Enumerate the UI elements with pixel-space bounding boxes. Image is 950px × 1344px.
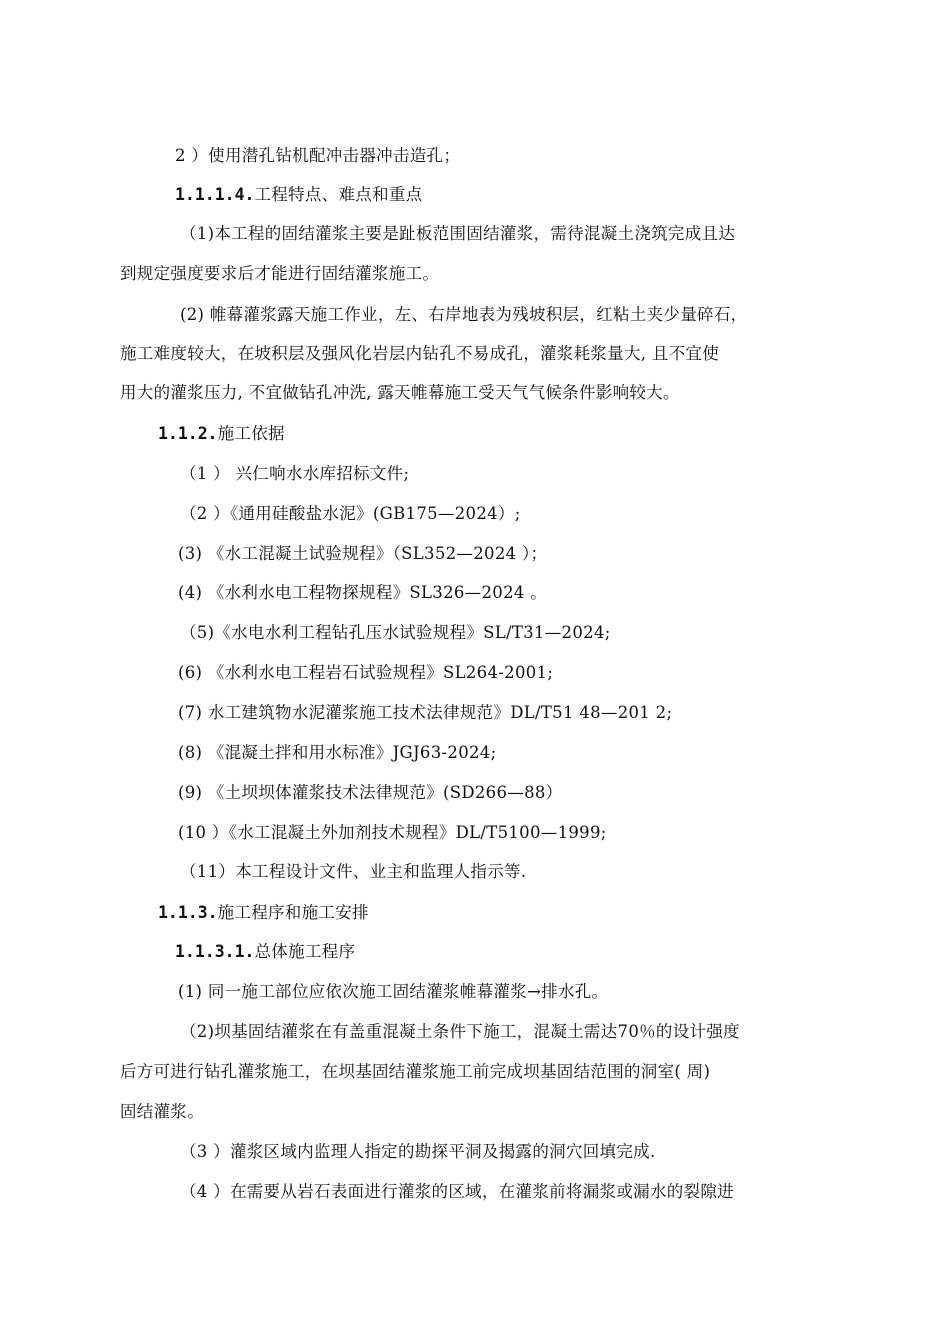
paragraph-line bbox=[120, 1062, 710, 1082]
line-text: 到规定强度要求后才能进行固结灌浆施工。 bbox=[120, 264, 440, 283]
reference-item bbox=[178, 823, 607, 843]
reference-item bbox=[178, 583, 547, 603]
paragraph-line bbox=[120, 1102, 204, 1122]
reference-item bbox=[178, 544, 547, 564]
paragraph-line bbox=[180, 1182, 734, 1202]
line-text: (6) 《水利水电工程岩石试验规程》SL264-2001; bbox=[178, 663, 554, 682]
paragraph-line bbox=[180, 305, 747, 325]
section-title: 施工程序和施工安排 bbox=[217, 903, 369, 922]
line-text: (3) 《水工混凝土试验规程》（SL352—2024 ）； bbox=[178, 544, 548, 563]
reference-item bbox=[180, 623, 611, 643]
line-text: （3 ）灌浆区域内监理人指定的勘探平洞及揭露的洞穴回填完成. bbox=[180, 1142, 656, 1161]
line-text: （11）本工程设计文件、业主和监理人指示等. bbox=[180, 862, 527, 881]
paragraph-line bbox=[175, 146, 460, 166]
section-heading bbox=[175, 942, 355, 962]
section-title: 施工依据 bbox=[217, 424, 285, 443]
line-text: （4 ）在需要从岩石表面进行灌浆的区域，在灌浆前将漏浆或漏水的裂隙进 bbox=[180, 1182, 734, 1201]
paragraph-line bbox=[120, 383, 680, 403]
line-text: （1)本工程的固结灌浆主要是趾板范围固结灌浆，需待混凝土浇筑完成且达 bbox=[180, 224, 736, 243]
section-title: 总体施工程序 bbox=[254, 942, 356, 961]
paragraph-line bbox=[178, 982, 608, 1002]
line-text: (1) 同一施工部位应依次施工固结灌浆帷幕灌浆→排水孔。 bbox=[178, 982, 609, 1001]
section-heading bbox=[158, 903, 369, 923]
section-heading bbox=[175, 185, 422, 205]
reference-item bbox=[180, 464, 409, 484]
section-title: 工程特点、难点和重点 bbox=[254, 185, 423, 204]
line-text: 固结灌浆。 bbox=[120, 1102, 204, 1121]
line-text: （2 ）《通用硅酸盐水泥》(GB175—2024）; bbox=[180, 504, 521, 523]
line-text: (9) 《土坝坝体灌浆技术法律规范》(SD266—88） bbox=[178, 783, 563, 802]
reference-item bbox=[178, 783, 562, 803]
paragraph-line bbox=[120, 344, 719, 364]
paragraph-line bbox=[120, 264, 439, 284]
reference-item bbox=[178, 743, 496, 763]
line-text: （1 ） 兴仁响水水库招标文件; bbox=[180, 464, 410, 483]
section-number: 1.1.3.1. bbox=[175, 942, 255, 961]
section-number: 1.1.3. bbox=[158, 903, 218, 922]
reference-item bbox=[178, 703, 672, 723]
reference-item bbox=[178, 663, 553, 683]
line-text: (8) 《混凝土拌和用水标准》JGJ63-2024; bbox=[178, 743, 497, 762]
line-text: 后方可进行钻孔灌浆施工，在坝基固结灌浆施工前完成坝基固结范围的洞室( 周) bbox=[120, 1062, 711, 1081]
paragraph-line bbox=[180, 224, 735, 244]
line-text: (2) 帷幕灌浆露天施工作业，左、右岸地表为残坡积层，红粘土夹少量碎石， bbox=[180, 305, 748, 324]
line-text: (7) 水工建筑物水泥灌浆施工技术法律规范》DL/T51 48—201 2; bbox=[178, 703, 673, 722]
reference-item bbox=[180, 504, 521, 524]
line-text: （5)《水电水利工程钻孔压水试验规程》SL/T31—2024; bbox=[180, 623, 611, 642]
line-text: （2)坝基固结灌浆在有盖重混凝土条件下施工，混凝土需达70％的设计强度 bbox=[180, 1022, 740, 1041]
paragraph-line bbox=[180, 1142, 656, 1162]
section-heading bbox=[158, 424, 285, 444]
line-text: (10 ）《水工混凝土外加剂技术规程》DL/T5100—1999; bbox=[178, 823, 607, 842]
section-number: 1.1.2. bbox=[158, 424, 218, 443]
section-number: 1.1.1.4. bbox=[175, 185, 255, 204]
reference-item bbox=[180, 862, 526, 882]
line-text: 用大的灌浆压力, 不宜做钻孔冲洗, 露天帷幕施工受天气气候条件影响较大。 bbox=[120, 383, 680, 402]
line-text: (4) 《水利水电工程物探规程》SL326—2024 。 bbox=[178, 583, 548, 602]
line-text: 施工难度较大，在坡积层及强风化岩层内钻孔不易成孔，灌浆耗浆量大, 且不宜使 bbox=[120, 344, 720, 363]
line-text: 2 ）使用潜孔钻机配冲击器冲击造孔； bbox=[175, 146, 461, 165]
paragraph-line bbox=[180, 1022, 740, 1042]
